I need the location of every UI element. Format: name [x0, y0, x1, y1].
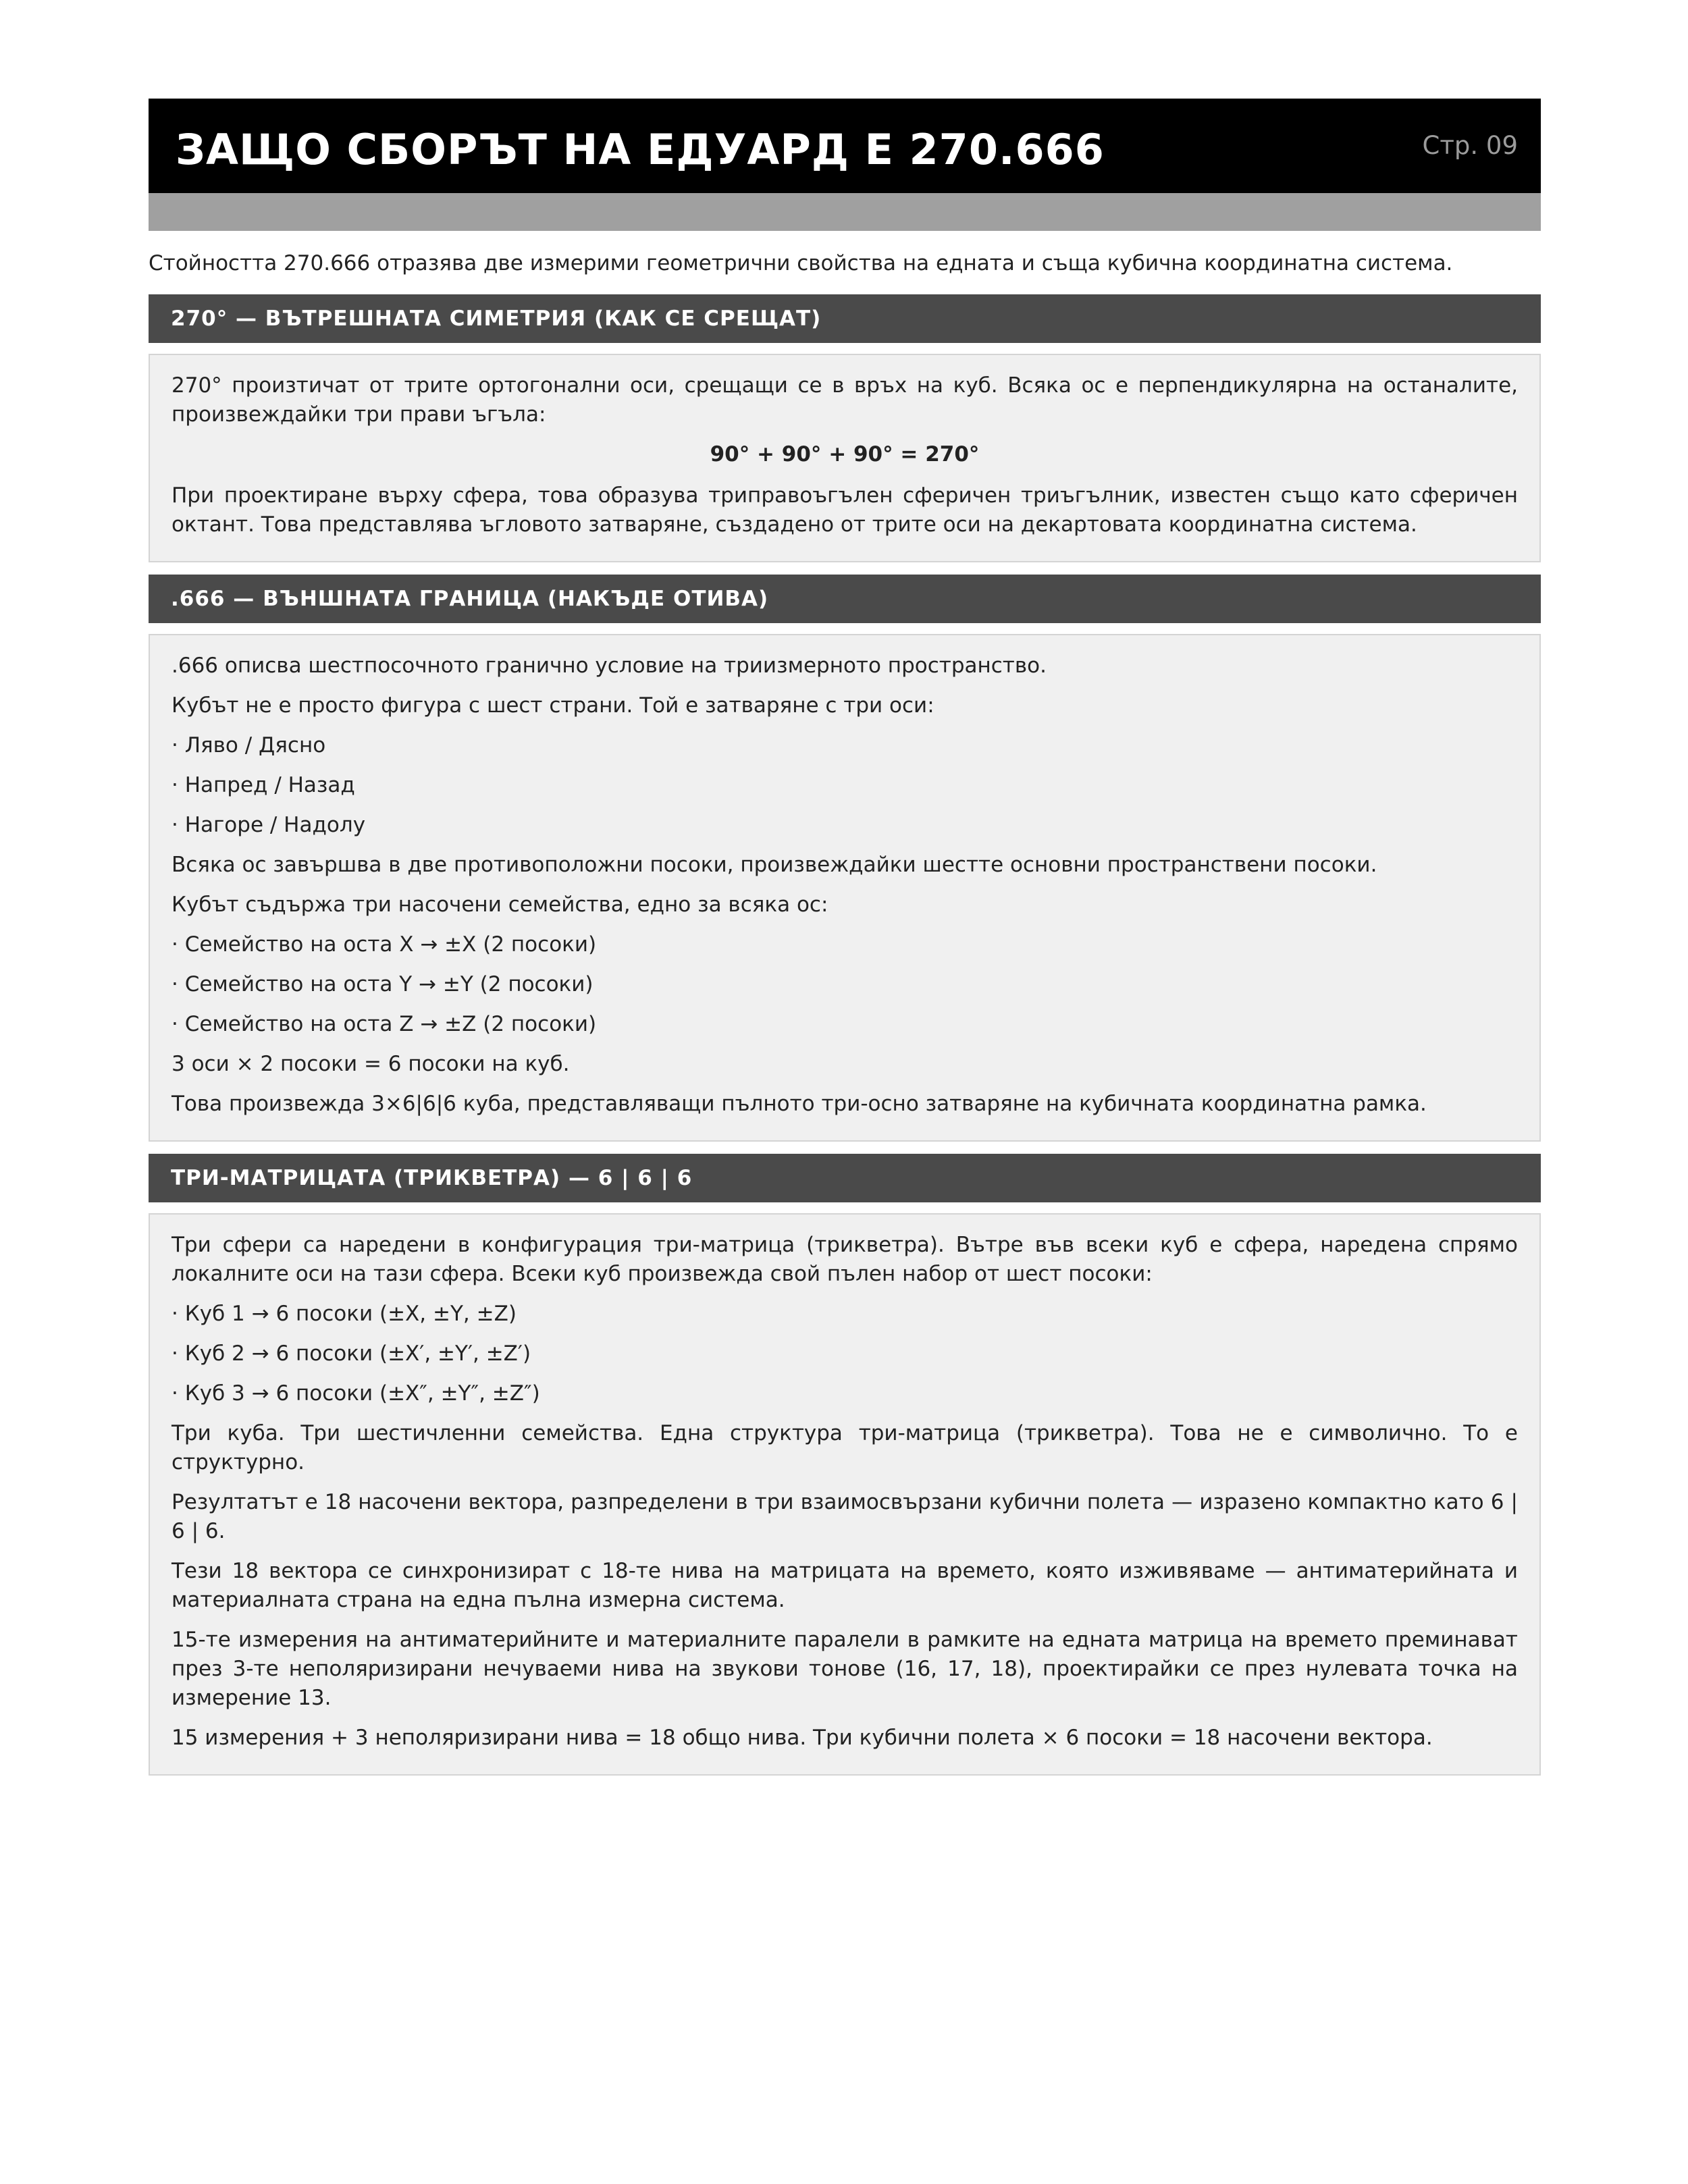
paragraph: Тези 18 вектора се синхронизират с 18-те нива на матрицата на времето, която изживяваме — антиматерийната и материалната страна на една пълна измерна система.: [172, 1559, 1518, 1612]
document-page: [149, 99, 1541, 1788]
list-item: · Напред / Назад: [172, 773, 355, 797]
paragraph: .666 описва шестпосочното гранично условие на триизмерното пространство.: [172, 654, 1047, 678]
list-item: · Семейство на оста Z → ±Z (2 посоки): [172, 1012, 597, 1036]
list-item: · Куб 3 → 6 посоки (±X″, ±Y″, ±Z″): [172, 1381, 540, 1406]
list-item: · Куб 1 → 6 посоки (±X, ±Y, ±Z): [172, 1302, 517, 1326]
paragraph: 15-те измерения на антиматерийните и материалните паралели в рамките на едната матрица на времето преминават през 3-те неполяризирани нечуваеми нива на звукови тонове (16, 17, 18), проектирайки се през нулевата точка на измерение 13.: [172, 1628, 1518, 1710]
list-item: · Нагоре / Надолу: [172, 813, 366, 837]
paragraph: Три куба. Три шестичленни семейства. Една структура три-матрица (трикветра). Това не е символично. То е структурно.: [172, 1421, 1518, 1474]
page-header: [149, 99, 1541, 193]
paragraph: При проектиране върху сфера, това образува триправоъгълен сферичен триъгълник, известен също като сферичен октант. Това представлява ъгловото затваряне, създадено от трите оси на декартовата координатна система.: [172, 483, 1518, 537]
section-body-boundary: [149, 634, 1541, 1142]
paragraph: 15 измерения + 3 неполяризирани нива = 18 общо нива. Три кубични полета × 6 посоки = 18 насочени вектора.: [172, 1726, 1433, 1750]
intro-text: Стойността 270.666 отразява две измерими геометрични свойства на едната и съща кубична координатна система.: [149, 251, 1453, 275]
paragraph: Кубът не е просто фигура с шест страни. Той е затваряне с три оси:: [172, 693, 934, 718]
paragraph: 270° произтичат от трите ортогонални оси, срещащи се в връх на куб. Всяка ос е перпендикулярна на останалите, произвеждайки три прави ъгъла:: [172, 373, 1518, 427]
page-number: Стр. 09: [1422, 131, 1518, 160]
section-heading-symmetry: 270° — ВЪТРЕШНАТА СИМЕТРИЯ (КАК СЕ СРЕЩАТ): [149, 294, 1541, 343]
list-item: · Семейство на оста Y → ±Y (2 посоки): [172, 972, 594, 996]
formula: 90° + 90° + 90° = 270°: [710, 442, 980, 467]
list-item: · Куб 2 → 6 посоки (±X′, ±Y′, ±Z′): [172, 1341, 531, 1366]
section-heading-tri-matrix: ТРИ-МАТРИЦАТА (ТРИКВЕТРА) — 6 | 6 | 6: [149, 1154, 1541, 1202]
section-body-symmetry: [149, 354, 1541, 562]
paragraph: Това произвежда 3×6|6|6 куба, представляващи пълното три-осно затваряне на кубичната координатна рамка.: [172, 1092, 1427, 1116]
paragraph: Три сфери са наредени в конфигурация три-матрица (трикветра). Вътре във всеки куб е сфера, наредена спрямо локалните оси на тази сфера. Всеки куб произвежда свой пълен набор от шест посоки:: [172, 1233, 1518, 1286]
paragraph: Кубът съдържа три насочени семейства, едно за всяка ос:: [172, 893, 828, 917]
page-title: ЗАЩО СБОРЪТ НА ЕДУАРД Е 270.666: [176, 124, 1105, 174]
section-heading-boundary: .666 — ВЪНШНАТА ГРАНИЦА (НАКЪДЕ ОТИВА): [149, 575, 1541, 623]
section-body-tri-matrix: [149, 1213, 1541, 1776]
list-item: · Семейство на оста X → ±X (2 посоки): [172, 932, 597, 957]
paragraph: Всяка ос завършва в две противоположни посоки, произвеждайки шестте основни пространствени посоки.: [172, 853, 1377, 877]
paragraph: Резултатът е 18 насочени вектора, разпределени в три взаимосвързани кубични полета — изразено компактно като 6 | 6 | 6.: [172, 1490, 1518, 1543]
header-band: [149, 193, 1541, 231]
paragraph: 3 оси × 2 посоки = 6 посоки на куб.: [172, 1052, 570, 1076]
list-item: · Ляво / Дясно: [172, 733, 326, 757]
